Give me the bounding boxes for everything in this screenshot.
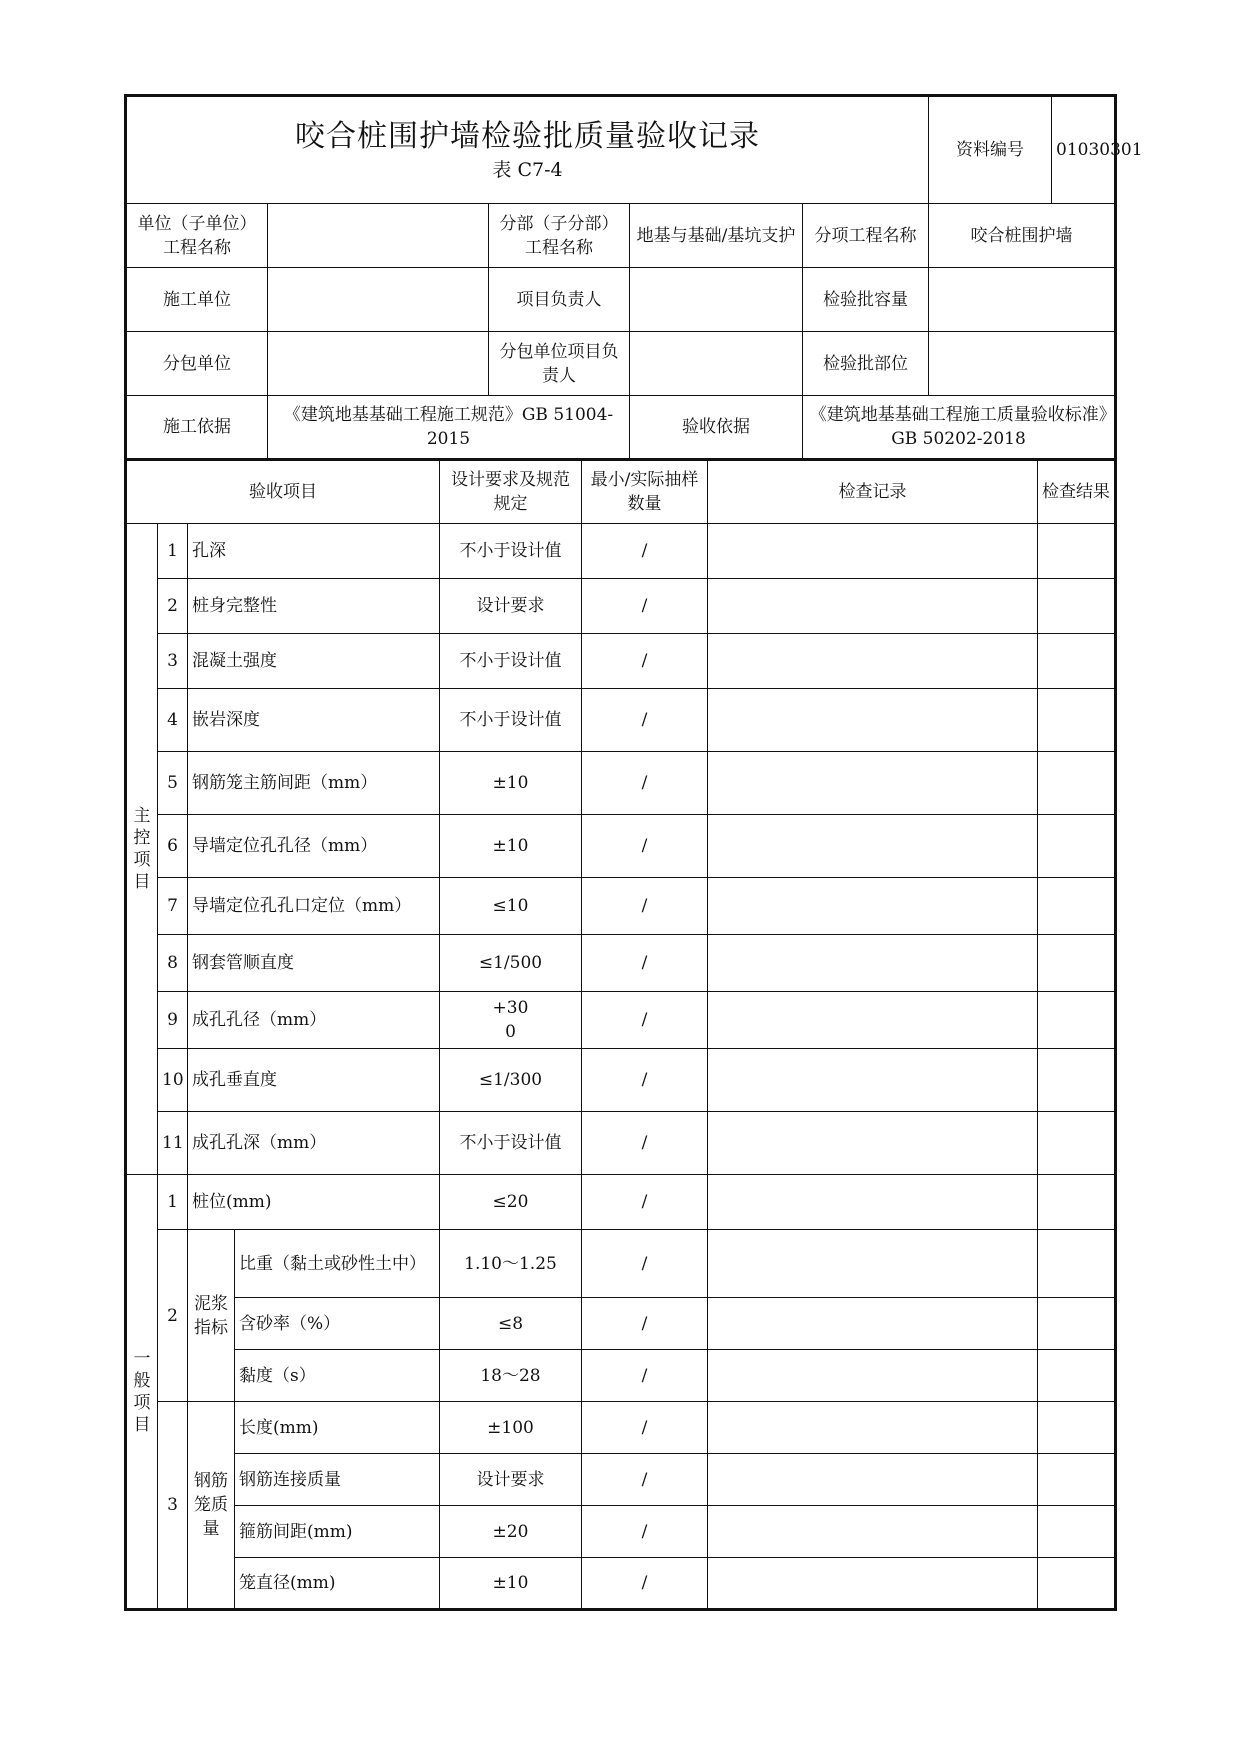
sub-item-name: 黏度（s） bbox=[235, 1350, 440, 1402]
item-sample: / bbox=[582, 1175, 708, 1230]
table-row bbox=[126, 1506, 1116, 1558]
item-requirement: 不小于设计值 bbox=[440, 524, 582, 579]
sub-pm-value[interactable] bbox=[630, 332, 803, 396]
subcontractor-value[interactable] bbox=[268, 332, 489, 396]
subcontractor-label: 分包单位 bbox=[126, 332, 268, 396]
pm-label: 项目负责人 bbox=[489, 268, 630, 332]
item-result[interactable] bbox=[1038, 1350, 1116, 1402]
item-sample: / bbox=[582, 1454, 708, 1506]
item-name: 桩位(mm) bbox=[188, 1175, 440, 1230]
doc-no-cell bbox=[929, 96, 1143, 204]
item-result[interactable] bbox=[1038, 992, 1116, 1049]
item-sample: / bbox=[582, 752, 708, 815]
row-number: 1 bbox=[158, 1175, 188, 1230]
pm-value[interactable] bbox=[630, 268, 803, 332]
item-requirement: ±20 bbox=[440, 1506, 582, 1558]
table-row bbox=[126, 1230, 1116, 1298]
inspection-record-sheet bbox=[124, 94, 1143, 1611]
item-sample: / bbox=[582, 935, 708, 992]
item-name: 导墙定位孔孔口定位（mm） bbox=[188, 878, 440, 935]
row-number: 10 bbox=[158, 1049, 188, 1112]
row-number: 1 bbox=[158, 524, 188, 579]
unit-value[interactable] bbox=[268, 204, 489, 268]
col-design: 设计要求及规范规定 bbox=[440, 460, 582, 524]
item-requirement: 设计要求 bbox=[440, 1454, 582, 1506]
sub-item-name: 笼直径(mm) bbox=[235, 1558, 440, 1610]
item-record[interactable] bbox=[708, 1402, 1038, 1454]
item-requirement: 不小于设计值 bbox=[440, 1112, 582, 1175]
item-result[interactable] bbox=[1038, 1558, 1116, 1610]
item-result[interactable] bbox=[1038, 1454, 1116, 1506]
item-record[interactable] bbox=[708, 1350, 1038, 1402]
item-record[interactable] bbox=[708, 1112, 1038, 1175]
location-label: 检验批部位 bbox=[803, 332, 929, 396]
item-sample: / bbox=[582, 1402, 708, 1454]
item-requirement: ±10 bbox=[440, 815, 582, 878]
item-requirement: 设计要求 bbox=[440, 579, 582, 634]
item-record[interactable] bbox=[708, 878, 1038, 935]
header-table bbox=[124, 94, 1143, 461]
table-row bbox=[126, 1454, 1116, 1506]
table-row bbox=[126, 634, 1116, 689]
row-number: 5 bbox=[158, 752, 188, 815]
table-row bbox=[126, 878, 1116, 935]
item-sample: / bbox=[582, 579, 708, 634]
table-row bbox=[126, 1402, 1116, 1454]
table-row bbox=[126, 1298, 1116, 1350]
item-sample: / bbox=[582, 992, 708, 1049]
group-label-slurry: 泥浆指标 bbox=[188, 1230, 235, 1402]
item-sample: / bbox=[582, 1506, 708, 1558]
item-sample: / bbox=[582, 1298, 708, 1350]
table-row bbox=[126, 579, 1116, 634]
row-number: 3 bbox=[158, 634, 188, 689]
item-record[interactable] bbox=[708, 815, 1038, 878]
item-record[interactable] bbox=[708, 1175, 1038, 1230]
subdiv-value: 地基与基础/基坑支护 bbox=[630, 204, 803, 268]
item-requirement: ≤10 bbox=[440, 878, 582, 935]
item-record[interactable] bbox=[708, 634, 1038, 689]
item-record[interactable] bbox=[708, 1558, 1038, 1610]
row-number: 2 bbox=[158, 579, 188, 634]
item-record[interactable] bbox=[708, 992, 1038, 1049]
location-value[interactable] bbox=[929, 332, 1116, 396]
item-requirement: 1.10～1.25 bbox=[440, 1230, 582, 1298]
contractor-value[interactable] bbox=[268, 268, 489, 332]
row-number: 11 bbox=[158, 1112, 188, 1175]
item-record[interactable] bbox=[708, 1454, 1038, 1506]
doc-no-label: 资料编号 bbox=[929, 97, 1052, 203]
basis-label: 施工依据 bbox=[126, 396, 268, 460]
main-control-label: 主 控 项 目 bbox=[126, 524, 158, 1175]
item-name: 成孔孔深（mm） bbox=[188, 1112, 440, 1175]
accept-value: 《建筑地基基础工程施工质量验收标准》GB 50202-2018 bbox=[803, 396, 1116, 460]
tolerance-lower: 0 bbox=[505, 1022, 516, 1042]
item-requirement: 不小于设计值 bbox=[440, 634, 582, 689]
item-result[interactable] bbox=[1038, 1506, 1116, 1558]
table-row bbox=[126, 992, 1116, 1049]
item-result[interactable] bbox=[1038, 634, 1116, 689]
item-sample: / bbox=[582, 634, 708, 689]
item-name: 钢套管顺直度 bbox=[188, 935, 440, 992]
table-row bbox=[126, 689, 1116, 752]
item-record[interactable] bbox=[708, 1049, 1038, 1112]
item-name: 孔深 bbox=[188, 524, 440, 579]
item-result[interactable] bbox=[1038, 1230, 1116, 1298]
table-number: 表 C7-4 bbox=[492, 159, 563, 181]
table-row bbox=[126, 1175, 1116, 1230]
item-record[interactable] bbox=[708, 1230, 1038, 1298]
item-result[interactable] bbox=[1038, 1175, 1116, 1230]
row-number: 9 bbox=[158, 992, 188, 1049]
item-requirement: 不小于设计值 bbox=[440, 689, 582, 752]
item-result[interactable] bbox=[1038, 815, 1116, 878]
item-record[interactable] bbox=[708, 579, 1038, 634]
item-requirement bbox=[440, 992, 582, 1049]
item-name: 桩身完整性 bbox=[188, 579, 440, 634]
document-title: 咬合桩围护墙检验批质量验收记录 bbox=[295, 119, 760, 154]
item-result[interactable] bbox=[1038, 1402, 1116, 1454]
row-number: 3 bbox=[158, 1402, 188, 1610]
item-result[interactable] bbox=[1038, 1049, 1116, 1112]
row-number: 7 bbox=[158, 878, 188, 935]
item-record[interactable] bbox=[708, 1298, 1038, 1350]
general-label: 一 般 项 目 bbox=[126, 1175, 158, 1610]
sub-item-name: 比重（黏土或砂性土中） bbox=[235, 1230, 440, 1298]
item-result[interactable] bbox=[1038, 1112, 1116, 1175]
table-row bbox=[126, 524, 1116, 579]
item-record[interactable] bbox=[708, 1506, 1038, 1558]
sub-item-name: 长度(mm) bbox=[235, 1402, 440, 1454]
item-requirement: ±100 bbox=[440, 1402, 582, 1454]
group-label-cage: 钢筋笼质量 bbox=[188, 1402, 235, 1610]
table-row bbox=[126, 935, 1116, 992]
contractor-label: 施工单位 bbox=[126, 268, 268, 332]
item-result[interactable] bbox=[1038, 935, 1116, 992]
item-result[interactable] bbox=[1038, 752, 1116, 815]
item-requirement: ±10 bbox=[440, 752, 582, 815]
item-sample: / bbox=[582, 815, 708, 878]
item-name: 成孔垂直度 bbox=[188, 1049, 440, 1112]
item-requirement: ≤8 bbox=[440, 1298, 582, 1350]
item-sample: / bbox=[582, 1558, 708, 1610]
item-record[interactable] bbox=[708, 524, 1038, 579]
col-item: 验收项目 bbox=[126, 460, 440, 524]
subdiv-label: 分部（子分部）工程名称 bbox=[489, 204, 630, 268]
col-result: 检查结果 bbox=[1038, 460, 1116, 524]
table-row bbox=[126, 1112, 1116, 1175]
doc-no-value: 01030301 bbox=[1056, 140, 1143, 160]
item-result[interactable] bbox=[1038, 579, 1116, 634]
row-number: 4 bbox=[158, 689, 188, 752]
capacity-value[interactable] bbox=[929, 268, 1116, 332]
item-requirement: ±10 bbox=[440, 1558, 582, 1610]
item-sample: / bbox=[582, 1112, 708, 1175]
item-sample: / bbox=[582, 689, 708, 752]
title-cell bbox=[126, 96, 929, 204]
row-number: 8 bbox=[158, 935, 188, 992]
item-sample: / bbox=[582, 1230, 708, 1298]
item-result[interactable] bbox=[1038, 1298, 1116, 1350]
sub-item-name: 钢筋连接质量 bbox=[235, 1454, 440, 1506]
item-name: 成孔孔径（mm） bbox=[188, 992, 440, 1049]
item-name: 导墙定位孔孔径（mm） bbox=[188, 815, 440, 878]
item-name: 混凝土强度 bbox=[188, 634, 440, 689]
item-name: 嵌岩深度 bbox=[188, 689, 440, 752]
table-row bbox=[126, 1558, 1116, 1610]
row-number: 6 bbox=[158, 815, 188, 878]
item-requirement: 18～28 bbox=[440, 1350, 582, 1402]
unit-label: 单位（子单位）工程名称 bbox=[126, 204, 268, 268]
capacity-label: 检验批容量 bbox=[803, 268, 929, 332]
tolerance-upper: +30 bbox=[492, 998, 529, 1018]
table-row bbox=[126, 1049, 1116, 1112]
basis-value: 《建筑地基基础工程施工规范》GB 51004-2015 bbox=[268, 396, 630, 460]
item-label: 分项工程名称 bbox=[803, 204, 929, 268]
table-row bbox=[126, 1350, 1116, 1402]
item-sample: / bbox=[582, 524, 708, 579]
item-requirement: ≤20 bbox=[440, 1175, 582, 1230]
item-result[interactable] bbox=[1038, 878, 1116, 935]
item-sample: / bbox=[582, 1049, 708, 1112]
accept-label: 验收依据 bbox=[630, 396, 803, 460]
table-row bbox=[126, 752, 1116, 815]
item-value: 咬合桩围护墙 bbox=[929, 204, 1116, 268]
col-sample: 最小/实际抽样数量 bbox=[582, 460, 708, 524]
sub-item-name: 箍筋间距(mm) bbox=[235, 1506, 440, 1558]
items-table bbox=[124, 458, 1117, 1611]
item-sample: / bbox=[582, 878, 708, 935]
item-sample: / bbox=[582, 1350, 708, 1402]
item-record[interactable] bbox=[708, 752, 1038, 815]
item-record[interactable] bbox=[708, 689, 1038, 752]
table-row bbox=[126, 815, 1116, 878]
item-requirement: ≤1/300 bbox=[440, 1049, 582, 1112]
item-result[interactable] bbox=[1038, 524, 1116, 579]
item-requirement: ≤1/500 bbox=[440, 935, 582, 992]
item-record[interactable] bbox=[708, 935, 1038, 992]
sub-pm-label: 分包单位项目负责人 bbox=[489, 332, 630, 396]
item-name: 钢筋笼主筋间距（mm） bbox=[188, 752, 440, 815]
sub-item-name: 含砂率（%） bbox=[235, 1298, 440, 1350]
row-number: 2 bbox=[158, 1230, 188, 1402]
item-result[interactable] bbox=[1038, 689, 1116, 752]
col-record: 检查记录 bbox=[708, 460, 1038, 524]
